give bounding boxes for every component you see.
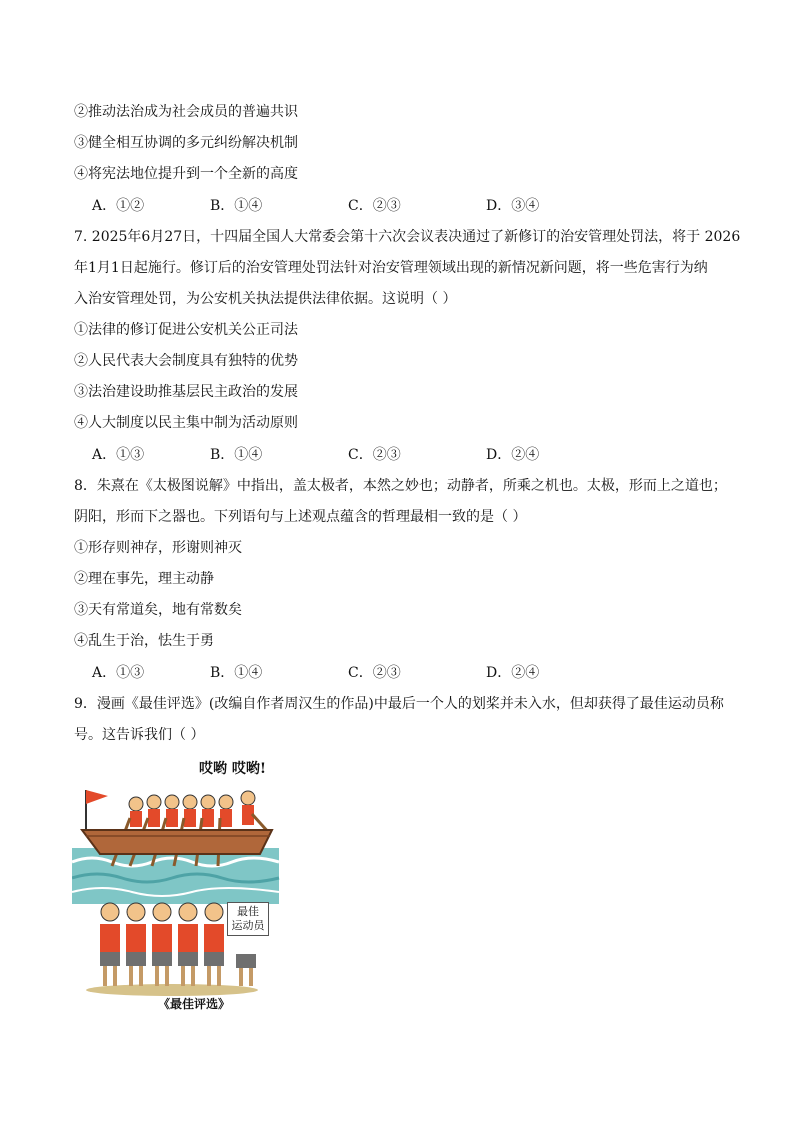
q7-stem-line-3: 入治安管理处罚，为公安机关执法提供法律依据。这说明（ ） <box>74 291 457 307</box>
q8-option-c: C．②③ <box>348 665 401 681</box>
best-athlete-sign <box>227 902 269 936</box>
q6-option-c: C．②③ <box>348 198 401 214</box>
q6-statement-4: ④将宪法地位提升到一个全新的高度 <box>74 166 298 182</box>
q7-option-c: C．②③ <box>348 447 401 463</box>
q7-option-b: B．①④ <box>210 447 263 463</box>
q6-statement-3: ③健全相互协调的多元纠纷解决机制 <box>74 135 298 151</box>
q8-option-d: D．②④ <box>486 665 540 681</box>
q7-stem-line-1: 7. 2025年6月27日，十四届全国人大常委会第十六次会议表决通过了新修订的治安管理处罚法，将于 2026 <box>74 229 741 245</box>
cartoon-caption: 《最佳评选》 <box>157 997 230 1011</box>
q7-statement-3: ③法治建设助推基层民主政治的发展 <box>74 384 298 400</box>
q8-statement-1: ①形存则神存，形谢则神灭 <box>74 540 242 556</box>
q8-statement-2: ②理在事先，理主动静 <box>74 571 214 587</box>
q8-option-b: B．①④ <box>210 665 263 681</box>
sign-line-2: 运动员 <box>231 919 265 932</box>
q6-option-a: A．①② <box>92 198 145 214</box>
q8-stem-line-1: 8．朱熹在《太极图说解》中指出，盖太极者，本然之妙也；动静者，所乘之机也。太极，形而上之道也； <box>74 478 727 494</box>
q7-option-a: A．①③ <box>92 447 145 463</box>
q9-stem-line-2: 号。这告诉我们（ ） <box>74 727 205 743</box>
q8-statement-3: ③天有常道矣，地有常数矣 <box>74 602 242 618</box>
sign-line-1: 最佳 <box>237 905 259 918</box>
q6-option-b: B．①④ <box>210 198 263 214</box>
q8-statement-4: ④乱生于治，怯生于勇 <box>74 633 214 649</box>
q8-option-a: A．①③ <box>92 665 145 681</box>
q7-option-d: D．②④ <box>486 447 540 463</box>
q7-statement-4: ④人大制度以民主集中制为活动原则 <box>74 415 298 431</box>
q8-stem-line-2: 阴阳，形而下之器也。下列语句与上述观点蕴含的哲理最相一致的是（ ） <box>74 509 527 525</box>
q9-stem-line-1: 9．漫画《最佳评选》(改编自作者周汉生的作品)中最后一个人的划桨并未入水，但却获得了最佳运动员称 <box>74 696 724 712</box>
cartoon-best-selection <box>72 752 282 1014</box>
q7-statement-1: ①法律的修订促进公安机关公正司法 <box>74 322 298 338</box>
cartoon-speech-text: 哎哟 哎哟! <box>199 761 267 777</box>
q6-option-d: D．③④ <box>486 198 540 214</box>
q7-statement-2: ②人民代表大会制度具有独特的优势 <box>74 353 298 369</box>
q6-statement-2: ②推动法治成为社会成员的普遍共识 <box>74 104 298 120</box>
q7-stem-line-2: 年1月1日起施行。修订后的治安管理处罚法针对治安管理领域出现的新情况新问题，将一些危害行为纳 <box>74 260 708 276</box>
rowing-boat-illustration <box>72 778 282 908</box>
